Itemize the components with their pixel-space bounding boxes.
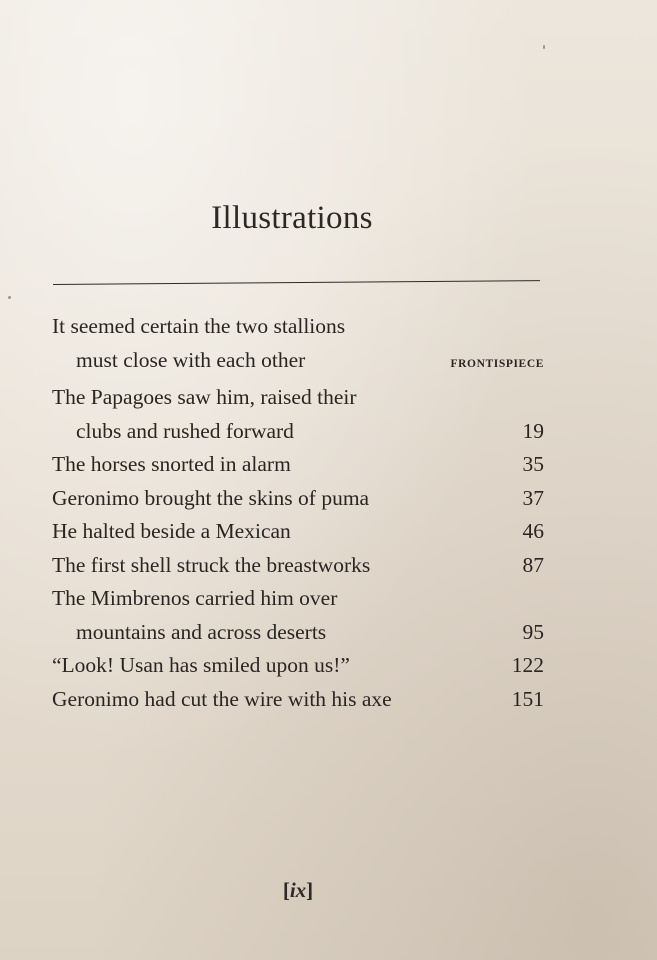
caption-line: The horses snorted in alarm — [52, 452, 291, 476]
page-reference: FRONTISPIECE — [450, 357, 544, 370]
folio-bracket-close: ] — [306, 878, 314, 902]
page-reference: 19 — [522, 418, 544, 443]
caption-line: must close with each other — [76, 347, 306, 372]
page-reference: 46 — [522, 519, 544, 543]
caption-line: mountains and across deserts — [76, 619, 327, 644]
caption-line: The Papagoes saw him, raised their — [52, 385, 357, 409]
illustration-entry — [52, 683, 544, 717]
paper-speck — [543, 45, 545, 49]
caption-line: The first shell struck the breastworks — [52, 552, 371, 577]
illustration-entry — [52, 582, 544, 649]
caption-line: It seemed certain the two stallions — [52, 314, 346, 338]
caption-line: Geronimo brought the skins of puma — [52, 485, 370, 510]
caption-line: Geronimo had cut the wire with his axe — [52, 686, 392, 711]
paper-speck — [8, 296, 11, 299]
title-rule-divider — [53, 280, 540, 285]
folio-number: ix — [289, 878, 307, 902]
page-reference: 95 — [522, 619, 544, 644]
page-reference: 122 — [511, 653, 544, 677]
caption-line: The Mimbrenos carried him over — [52, 586, 338, 610]
page-folio — [0, 878, 596, 903]
illustration-entry — [52, 515, 544, 549]
caption-line: “Look! Usan has smiled upon us!” — [52, 653, 350, 677]
illustration-entry — [52, 649, 544, 683]
page-title: Illustrations — [211, 200, 373, 237]
page-reference: 87 — [522, 552, 544, 577]
illustration-entry — [52, 549, 544, 583]
illustration-entry — [52, 310, 544, 381]
illustrations-list — [52, 310, 544, 716]
illustration-entry — [52, 482, 544, 516]
illustration-entry — [52, 381, 544, 448]
folio-bracket-open: [ — [282, 878, 290, 902]
page-reference: 35 — [522, 452, 544, 476]
caption-line: clubs and rushed forward — [76, 418, 294, 443]
caption-line: He halted beside a Mexican — [52, 519, 291, 543]
page-reference: 151 — [511, 686, 544, 711]
illustration-entry — [52, 448, 544, 482]
page-reference: 37 — [522, 485, 544, 510]
